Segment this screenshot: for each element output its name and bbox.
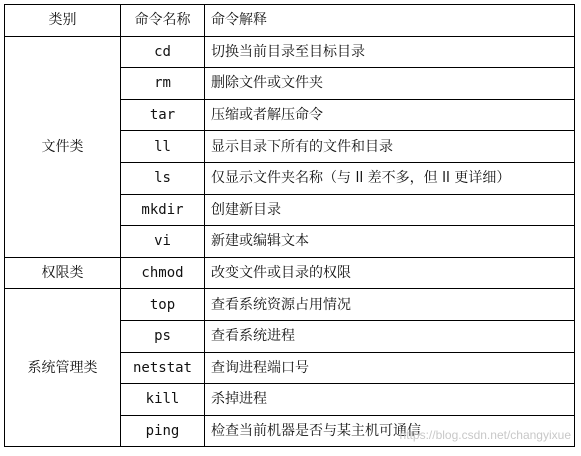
category-cell: 文件类 [5, 36, 121, 257]
description-cell: 新建或编辑文本 [205, 226, 575, 258]
description-cell: 查看系统进程 [205, 320, 575, 352]
command-cell: tar [121, 99, 205, 131]
description-cell: 切换当前目录至目标目录 [205, 36, 575, 68]
description-cell: 删除文件或文件夹 [205, 68, 575, 100]
commands-table [4, 4, 575, 447]
category-cell: 权限类 [5, 257, 121, 289]
command-cell: cd [121, 36, 205, 68]
category-cell: 系统管理类 [5, 289, 121, 447]
command-cell: rm [121, 68, 205, 100]
command-cell: ps [121, 320, 205, 352]
command-cell: kill [121, 384, 205, 416]
command-cell: ls [121, 162, 205, 194]
header-command: 命令名称 [121, 5, 205, 37]
description-cell: 查询进程端口号 [205, 352, 575, 384]
description-cell: 仅显示文件夹名称（与 ll 差不多，但 ll 更详细） [205, 162, 575, 194]
table-row [5, 289, 575, 321]
table-row [5, 36, 575, 68]
command-cell: netstat [121, 352, 205, 384]
description-cell: 检查当前机器是否与某主机可通信 [205, 415, 575, 447]
header-category: 类别 [5, 5, 121, 37]
description-cell: 压缩或者解压命令 [205, 99, 575, 131]
command-cell: ping [121, 415, 205, 447]
table-row [5, 257, 575, 289]
command-cell: top [121, 289, 205, 321]
watermark: https://blog.csdn.net/changyixue [399, 428, 571, 442]
description-cell: 创建新目录 [205, 194, 575, 226]
description-cell: 查看系统资源占用情况 [205, 289, 575, 321]
header-description: 命令解释 [205, 5, 575, 37]
description-cell: 杀掉进程 [205, 384, 575, 416]
command-cell: mkdir [121, 194, 205, 226]
description-cell: 改变文件或目录的权限 [205, 257, 575, 289]
command-cell: ll [121, 131, 205, 163]
command-cell: vi [121, 226, 205, 258]
command-cell: chmod [121, 257, 205, 289]
description-cell: 显示目录下所有的文件和目录 [205, 131, 575, 163]
header-row [5, 5, 575, 37]
